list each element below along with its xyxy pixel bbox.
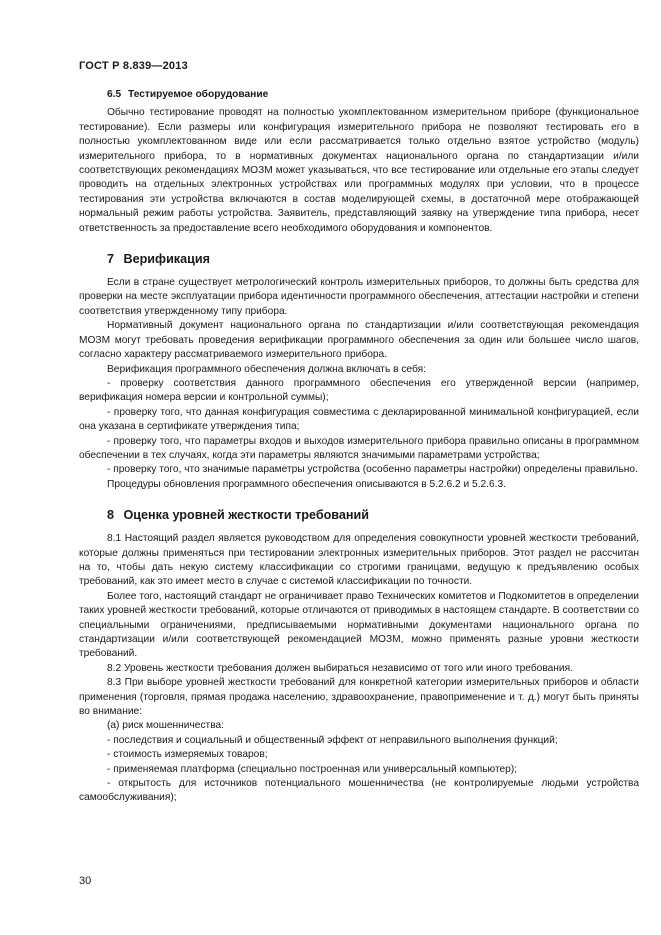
paragraph-6-5-1: Обычно тестирование проводят на полностью укомплектованном измерительном приборе (функциональное тестирование). Если размеры или конфигурация измерительного прибора не позволяют тестировать его в полностью укомплектованном виде или если рассматривается только отдельно взятое устройство (модуль) измерительного прибора, то в нормативных документах национального органа по стандартизации и/или соответствующих рекомендациях МОЗМ может указываться, что все тестирование или отдельные его этапы следует проводить на отдельных электронных устройствах или программных модулях при условии, что в процессе тестирования эти устройства включаются в состав моделирующей схемы, в достаточной мере отображающей нормальный режим работы устройства. Заявитель, представляющий заявку на утверждение типа прибора, несет ответственность за предоставление всего необходимого оборудования и компонентов. <box>79 107 639 234</box>
list-item: - проверку того, что параметры входов и выходов измерительного прибора правильно описаны в программном обеспечении в тех случаях, когда эти параметры являются значимыми параметрами устройства; <box>79 435 639 461</box>
subsection-title: Тестируемое оборудование <box>128 89 269 100</box>
subsection-number: 6.5 <box>107 89 122 100</box>
section-title: Оценка уровней жесткости требований <box>123 508 369 523</box>
paragraph-7-4: Процедуры обновления программного обеспечения описываются в 5.2.6.2 и 5.2.6.3. <box>107 478 507 490</box>
paragraph-7-3: Верификация программного обеспечения должна включать в себя: <box>107 363 426 375</box>
paragraph-8-1: 8.1 Настоящий раздел является руководством для определения совокупности уровней жесткости требований, которые должны применяться при тестировании электронных измерительных приборов. Этот раздел не рассчитан на то, чтобы дать некую систему классификации со строгими границами, ведущую к предъявлению особых требований, как это имеет место в случае с системой классификации по точности. <box>79 533 639 588</box>
list-item: - проверку соответствия данного программного обеспечения его утвержденной версии (например, верификация номера версии и контрольной суммы); <box>79 377 639 404</box>
list-item: - проверку того, что данная конфигурация совместима с декларированной минимальной конфигурацией, если она указана в сертификате утверждения типа; <box>79 406 639 433</box>
paragraph-8-1-b: Более того, настоящий стандарт не ограничивает право Технических комитетов и Подкомитетов в определении таких уровней жесткости требований, которые отличаются от приводимых в настоящем стандарте. В соответствии со специальными ограничениями, предписываемыми нормативными документами национального органа по стандартизации и/или соответствующей рекомендацией МОЗМ, можно применять разные уровни жесткости требований. <box>79 590 639 660</box>
page-content <box>79 88 639 806</box>
paragraph-7-2: Нормативный документ национального органа по стандартизации и/или соответствующая рекомендация МОЗМ могут требовать проведения верификации программного обеспечения за один или большее число шагов, согласно характеру рассматриваемого измерительного прибора. <box>79 320 639 361</box>
section-number: 8 <box>107 508 115 523</box>
list-item: - стоимость измеряемых товаров; <box>107 749 268 761</box>
page-number: 30 <box>79 875 92 887</box>
section-number: 7 <box>107 252 115 267</box>
section-title: Верификация <box>123 252 210 267</box>
paragraph-8-3: 8.3 При выборе уровней жесткости требований для конкретной категории измерительных приборов и области применения (торговля, прямая продажа населению, здравоохранение, правоприменение и т. д.) могут быть приняты во внимание: <box>79 677 639 718</box>
list-item: - открытость для источников потенциального мошенничества (не контролируемые людьми устройства самообслуживания); <box>79 778 639 804</box>
list-item: - применяемая платформа (специально построенная или универсальный компьютер); <box>107 763 518 775</box>
section-heading-8 <box>107 508 639 523</box>
document-header: ГОСТ Р 8.839—2013 <box>79 60 188 72</box>
list-item: - последствия и социальный и общественный эффект от неправильного выполнения функций; <box>107 734 558 746</box>
paragraph-7-1: Если в стране существует метрологический контроль измерительных приборов, то должны быть средства для проверки на месте эксплуатации прибора идентичности программного обеспечения, аттестации настройки и степени соответствия утвержденному типу прибора. <box>79 277 639 317</box>
paragraph-8-2: 8.2 Уровень жесткости требования должен выбираться независимо от того или иного требования. <box>107 662 573 674</box>
section-heading-7 <box>107 252 639 267</box>
list-item: - проверку того, что значимые параметры устройства (особенно параметры настройки) определены правильно. <box>107 464 638 476</box>
paragraph-8-3-a: (a) риск мошенничества: <box>107 720 224 732</box>
subsection-heading-6-5 <box>107 88 639 102</box>
